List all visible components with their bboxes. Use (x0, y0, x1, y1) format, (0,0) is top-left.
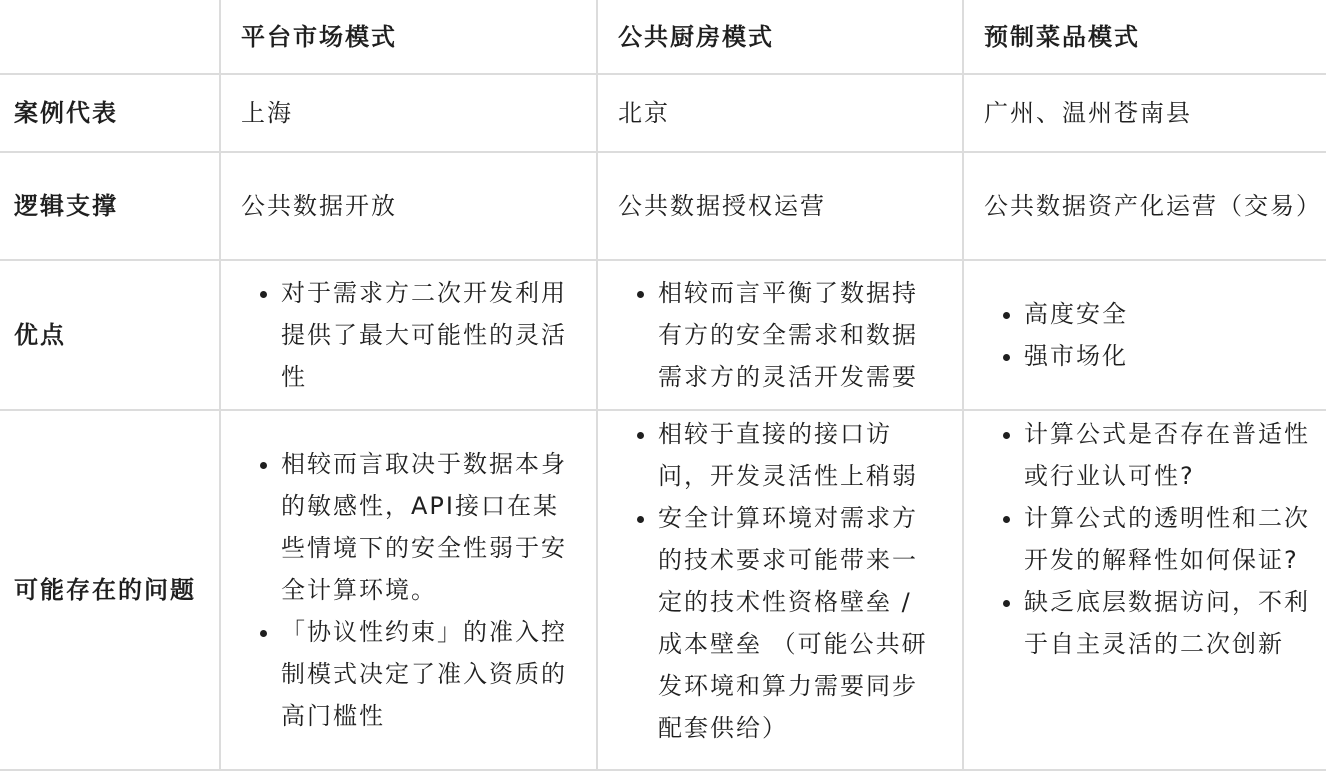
issues-list-platform (241, 443, 576, 737)
logic-row-label: 逻辑支撑 (0, 152, 220, 260)
list-item: • 对于需求方二次开发利用提供了最大可能性的灵活性 (281, 272, 576, 398)
pros-list-kitchen (618, 272, 942, 398)
list-item: • 高度安全 (1024, 293, 1319, 335)
list-item: • 计算公式是否存在普适性或行业认可性? (1024, 413, 1319, 497)
list-item: • 相较而言平衡了数据持有方的安全需求和数据需求方的灵活开发需要 (658, 272, 942, 398)
issues-row (0, 410, 1326, 770)
list-item: • 相较于直接的接口访问，开发灵活性上稍弱 (658, 413, 942, 497)
list-item: • 「协议性约束」的准入控制模式决定了准入资质的高门槛性 (281, 611, 576, 737)
header-row (0, 0, 1326, 74)
header-prepared-dish: 预制菜品模式 (963, 0, 1326, 74)
pros-list-platform (241, 272, 576, 398)
logic-cell-prepared: 公共数据资产化运营（交易） (963, 152, 1326, 260)
pros-row-label: 优点 (0, 260, 220, 410)
header-cell-empty (0, 0, 220, 74)
issues-cell-platform (220, 410, 597, 770)
list-item: • 相较而言取决于数据本身的敏感性，API接口在某些情境下的安全性弱于安全计算环境。 (281, 443, 576, 611)
case-row-label: 案例代表 (0, 74, 220, 152)
case-cell-kitchen: 北京 (597, 74, 963, 152)
list-item: • 缺乏底层数据访问，不利于自主灵活的二次创新 (1024, 581, 1319, 665)
list-item: • 强市场化 (1024, 335, 1319, 377)
issues-cell-kitchen (597, 410, 963, 770)
pros-cell-prepared (963, 260, 1326, 410)
issues-row-label: 可能存在的问题 (0, 410, 220, 770)
header-public-kitchen: 公共厨房模式 (597, 0, 963, 74)
pros-cell-kitchen (597, 260, 963, 410)
issues-list-prepared (984, 413, 1319, 665)
logic-cell-platform: 公共数据开放 (220, 152, 597, 260)
list-item: • 计算公式的透明性和二次开发的解释性如何保证? (1024, 497, 1319, 581)
pros-list-prepared (984, 293, 1319, 377)
case-cell-platform: 上海 (220, 74, 597, 152)
issues-cell-prepared (963, 410, 1326, 770)
case-cell-prepared: 广州、温州苍南县 (963, 74, 1326, 152)
logic-row (0, 152, 1326, 260)
list-item: • 安全计算环境对需求方的技术要求可能带来一定的技术性资格壁垒 / 成本壁垒 （可能公共研发环境和算力需要同步配套供给） (658, 497, 942, 749)
pros-cell-platform (220, 260, 597, 410)
issues-list-kitchen (618, 413, 942, 749)
pros-row (0, 260, 1326, 410)
header-platform-market: 平台市场模式 (220, 0, 597, 74)
case-row (0, 74, 1326, 152)
logic-cell-kitchen: 公共数据授权运营 (597, 152, 963, 260)
